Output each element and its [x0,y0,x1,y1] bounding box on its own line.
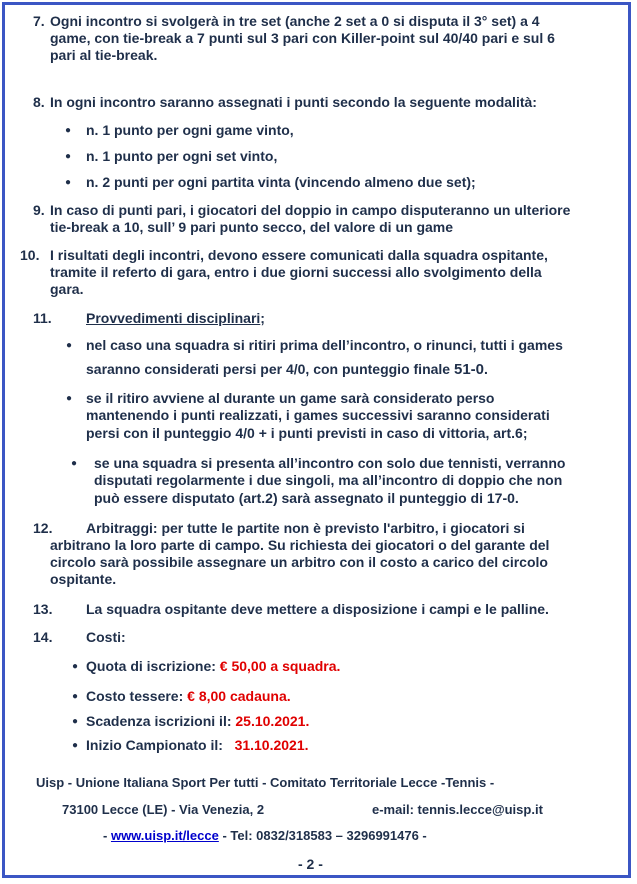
bullet-icon: ● [66,393,73,404]
item-7-line-3: pari al tie-break. [50,47,158,63]
b3-period: . [514,490,519,506]
item-11-b3-line-2: disputati regolarmente i due singoli, ma all’incontro di doppio che non [94,472,563,488]
item-12-line-4: ospitante. [50,571,117,587]
item-11-b3-line-3 [94,490,519,507]
bullet-icon: ● [72,740,79,751]
bullet-icon: ● [65,151,72,162]
bullet-icon: ● [65,125,72,136]
item-11-b1-line-1: nel caso una squadra si ritiri prima dell’incontro, o rinunci, tutti i games [86,337,563,353]
item-9-number: 9. [33,202,45,218]
b2-semicolon: ; [522,425,528,441]
final-score: 51-0 [453,361,485,378]
score-17-0: 17-0 [486,490,515,506]
item-11-title [86,310,265,327]
disciplinary-title: Provvedimenti disciplinari [86,310,261,326]
item-9-line-1: In caso di punti pari, i giocatori del doppio in campo disputeranno un ulteriore [50,202,571,218]
bullet-icon: ● [71,458,78,469]
item-8-bullet-2: n. 1 punto per ogni set vinto, [86,148,278,164]
item-11-b1-line-2 [86,361,488,378]
footer-contacts [103,828,427,844]
cost-value: € 8,00 cadauna. [187,688,291,704]
bullet-icon: ● [72,691,79,702]
bullet-icon: ● [72,661,79,672]
art2-ref: (art.2) [238,490,278,506]
item-11-b3-line-1: se una squadra si presenta all’incontro con solo due tennisti, verranno [94,455,566,471]
item-14-number: 14. [33,629,53,645]
item-10-line-2: tramite il referto di gara, entro i due giorni successi allo svolgimento della [50,264,542,280]
footer-email: e-mail: tennis.lecce@uisp.it [372,802,543,817]
cost-value: 31.10.2021. [234,737,309,753]
cost-row-4 [86,737,309,754]
cost-label: Costo tessere: [86,688,188,704]
footer-phones: - Tel: 0832/318583 – 3296991476 - [218,828,427,843]
cost-value: € 50,00 a squadra. [219,658,341,674]
item-12-line-1: Arbitraggi: per tutte le partite non è previsto l'arbitro, i giocatori si [86,520,525,536]
item-7-line-1: Ogni incontro si svolgerà in tre set (anche 2 set a 0 si disputa il 3° set) a 4 [50,13,540,29]
item-12-number: 12. [33,520,53,536]
b1-text: saranno considerati persi per 4/0, con punteggio finale [86,361,454,377]
item-7-number: 7. [33,13,45,29]
item-11-number: 11. [33,310,52,326]
bullet-icon: ● [65,177,72,188]
item-10-line-3: gara. [50,281,84,297]
link-prefix: - [103,828,111,843]
b2-text: persi con il punteggio 4/0 + i punti previsti in caso di vittoria [86,425,486,441]
b1-period: . [484,361,488,377]
bullet-icon: ● [66,340,73,351]
item-13-number: 13. [33,601,53,617]
item-9-line-2: tie-break a 10, sull’ 9 pari punto secco, del valore di un game [50,219,454,235]
page-number: - 2 - [298,856,323,872]
item-8-number: 8. [33,94,45,110]
item-10-number: 10. [20,247,40,263]
bullet-icon: ● [72,716,79,727]
cost-row-3 [86,713,309,730]
item-11-b2-line-3 [86,425,528,442]
item-12-line-2: arbitrano la loro parte di campo. Su richiesta dei giocatori o del garante del [50,537,550,553]
item-14-line: Costi: [86,629,126,645]
item-7-line-2: game, con tie-break a 7 punti sul 3 pari con Killer-point sul 40/40 pari e sul 6 [50,30,555,46]
cost-label: Scadenza iscrizioni il: [86,713,236,729]
item-10-line-1: I risultati degli incontri, devono essere comunicati dalla squadra ospitante, [50,247,548,263]
item-8-bullet-1: n. 1 punto per ogni game vinto, [86,122,294,138]
item-11-b2-line-2: mantenendo i punti realizzati, i games successivi saranno considerati [86,407,550,423]
cost-row-2 [86,688,291,705]
footer-address: 73100 Lecce (LE) - Via Venezia, 2 [62,802,265,817]
b3-text-2: sarà assegnato il punteggio di [277,490,487,506]
cost-label: Quota di iscrizione: [86,658,220,674]
cost-label: Inizio Campionato il: [86,737,235,753]
cost-value: 25.10.2021. [235,713,310,729]
item-12-line-3: circolo sarà possibile assegnare un arbitro con il costo a carico del circolo [50,554,548,570]
website-link[interactable]: www.uisp.it/lecce [110,828,219,843]
item-11-b2-line-1: se il ritiro avviene al durante un game sarà considerato perso [86,390,495,406]
title-suffix: ; [260,310,265,326]
item-8-bullet-3: n. 2 punti per ogni partita vinta (vincendo almeno due set); [86,174,476,190]
art6-ref: , art.6 [485,425,523,441]
b3-text: può essere disputato [94,490,239,506]
cost-row-1 [86,658,340,675]
footer-org: Uisp - Unione Italiana Sport Per tutti - Comitato Territoriale Lecce -Tennis - [36,775,495,790]
item-13-line: La squadra ospitante deve mettere a disposizione i campi e le palline. [86,601,549,617]
item-8-line: In ogni incontro saranno assegnati i punti secondo la seguente modalità: [50,94,537,110]
